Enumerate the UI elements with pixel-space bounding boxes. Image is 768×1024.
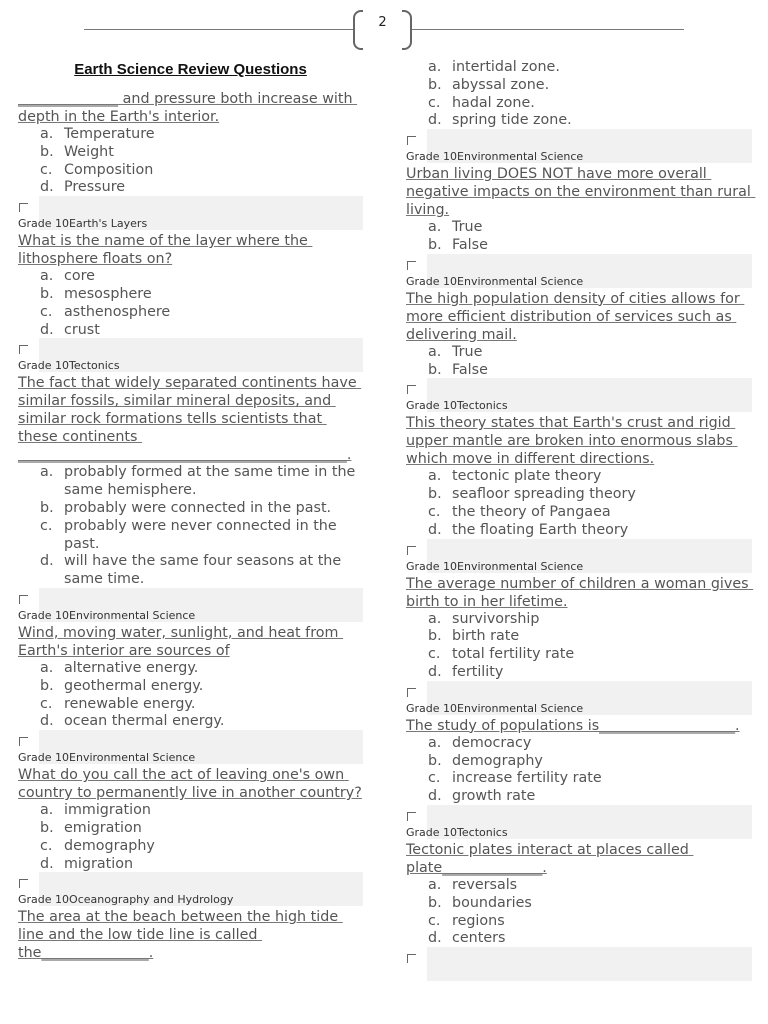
choice-text: boundaries xyxy=(452,894,532,911)
choice-item xyxy=(406,628,752,646)
answer-row xyxy=(406,258,752,274)
choice-item xyxy=(406,770,752,788)
choice-letter: b. xyxy=(40,143,54,160)
choice-letter: a. xyxy=(428,876,442,893)
choice-text: renewable energy. xyxy=(64,695,196,712)
choice-letter: b. xyxy=(428,628,442,645)
choice-list xyxy=(18,126,363,197)
answer-checkbox[interactable] xyxy=(19,203,28,212)
choice-list xyxy=(406,877,752,948)
answer-checkbox[interactable] xyxy=(407,385,416,394)
choice-item xyxy=(406,522,752,540)
choice-item xyxy=(406,611,752,629)
choice-letter: c. xyxy=(40,303,53,320)
answer-row xyxy=(406,685,752,701)
choice-letter: d. xyxy=(428,930,442,947)
choice-text: alternative energy. xyxy=(64,659,199,676)
question-block xyxy=(18,876,363,962)
choice-text: probably were never connected in the past. xyxy=(64,517,337,552)
choice-text: core xyxy=(64,268,95,285)
choice-item xyxy=(406,95,752,113)
question-tag: Grade 10Environmental Science xyxy=(406,701,584,715)
choice-letter: d. xyxy=(428,663,442,680)
choice-letter: b. xyxy=(428,361,442,378)
question-tag: Grade 10Tectonics xyxy=(18,359,120,373)
choice-text: increase fertility rate xyxy=(452,770,602,787)
choice-text: True xyxy=(452,219,483,236)
choice-letter: d. xyxy=(40,855,54,872)
choice-item xyxy=(18,838,363,856)
question-stem: Tectonic plates interact at places called plate______________. xyxy=(406,841,694,876)
answer-row xyxy=(18,342,363,358)
choice-item xyxy=(406,504,752,522)
choice-item xyxy=(406,59,752,77)
question-stem: The high population density of cities allows for more efficient distribution of services such as delivering mail. xyxy=(406,290,745,343)
question-stem: ______________ and pressure both increase with depth in the Earth's interior. xyxy=(18,91,358,125)
choice-letter: c. xyxy=(428,94,441,111)
header-rule-left xyxy=(84,29,354,30)
choice-letter: d. xyxy=(428,521,442,538)
answer-row xyxy=(406,543,752,559)
question-block xyxy=(406,59,752,130)
choice-letter: a. xyxy=(40,268,54,285)
choice-text: mesosphere xyxy=(64,285,152,302)
choice-text: the floating Earth theory xyxy=(452,521,629,538)
answer-row xyxy=(18,200,363,216)
answer-checkbox[interactable] xyxy=(407,546,416,555)
choice-letter: c. xyxy=(428,503,441,520)
choice-item xyxy=(406,930,752,948)
choice-text: birth rate xyxy=(452,628,520,645)
question-block xyxy=(18,734,363,873)
choice-item xyxy=(406,344,752,362)
question-block xyxy=(406,809,752,948)
answer-row xyxy=(406,809,752,825)
choice-text: seafloor spreading theory xyxy=(452,486,636,503)
choice-text: Composition xyxy=(64,161,154,178)
choice-letter: b. xyxy=(428,752,442,769)
choice-text: emigration xyxy=(64,819,142,836)
choice-item xyxy=(18,518,363,554)
choice-text: survivorship xyxy=(452,610,540,627)
answer-row xyxy=(18,876,363,892)
page-title: Earth Science Review Questions xyxy=(74,61,307,78)
choice-letter: a. xyxy=(40,464,54,481)
question-block xyxy=(406,382,752,539)
choice-text: regions xyxy=(452,912,505,929)
choice-item xyxy=(406,788,752,806)
choice-text: Temperature xyxy=(64,126,155,142)
question-stem: The average number of children a woman gives birth to in her lifetime. xyxy=(406,575,754,610)
choice-letter: a. xyxy=(428,468,442,485)
choice-letter: c. xyxy=(40,837,53,854)
choice-item xyxy=(18,322,363,340)
question-stem: What do you call the act of leaving one's own country to permanently live in another country? xyxy=(18,767,362,802)
choice-letter: c. xyxy=(40,517,53,534)
choice-text: probably formed at the same time in the same hemisphere. xyxy=(64,464,356,499)
question-tag: Grade 10Oceanography and Hydrology xyxy=(18,893,234,907)
question-block xyxy=(406,258,752,380)
choice-text: False xyxy=(452,361,488,378)
question-stem: Wind, moving water, sunlight, and heat from Earth's interior are sources of xyxy=(18,624,344,659)
choice-letter: d. xyxy=(40,321,54,338)
right-column xyxy=(406,59,756,967)
choice-item xyxy=(18,660,363,678)
choice-text: demography xyxy=(64,837,155,854)
question-block xyxy=(18,592,363,731)
choice-text: democracy xyxy=(452,734,532,751)
choice-item xyxy=(18,553,363,589)
choice-item xyxy=(18,713,363,731)
question-stem: Urban living DOES NOT have more overall negative impacts on the environment than rural living. xyxy=(406,166,756,219)
choice-list xyxy=(18,464,363,589)
choice-letter: c. xyxy=(40,161,53,178)
choice-text: reversals xyxy=(452,876,518,893)
choice-text: total fertility rate xyxy=(452,646,575,663)
answer-checkbox[interactable] xyxy=(407,261,416,270)
choice-text: geothermal energy. xyxy=(64,677,204,694)
question-stem: What is the name of the layer where the lithosphere floats on? xyxy=(18,233,313,268)
question-tag: Grade 10Environmental Science xyxy=(406,150,584,164)
choice-item xyxy=(18,856,363,874)
choice-text: immigration xyxy=(64,802,151,819)
header-rule-right xyxy=(412,29,684,30)
choice-list xyxy=(18,268,363,339)
answer-row xyxy=(406,951,752,967)
choice-letter: b. xyxy=(40,285,54,302)
choice-item xyxy=(406,362,752,380)
choice-letter: a. xyxy=(428,610,442,627)
choice-letter: a. xyxy=(40,126,54,142)
page-number: 2 xyxy=(378,15,387,30)
choice-item xyxy=(18,802,363,820)
choice-list xyxy=(406,611,752,682)
choice-item xyxy=(406,646,752,664)
choice-item xyxy=(18,464,363,500)
choice-text: migration xyxy=(64,855,133,872)
question-tag: Grade 10Tectonics xyxy=(406,399,508,413)
answer-checkbox[interactable] xyxy=(19,879,28,888)
question-tag: Grade 10Environmental Science xyxy=(406,274,584,288)
choice-list xyxy=(406,344,752,380)
answer-checkbox[interactable] xyxy=(19,345,28,354)
answer-checkbox[interactable] xyxy=(407,136,416,145)
question-block xyxy=(406,685,752,806)
question-block xyxy=(406,543,752,682)
choice-text: ocean thermal energy. xyxy=(64,713,225,730)
choice-item xyxy=(18,126,363,144)
choice-item xyxy=(18,500,363,518)
choice-text: False xyxy=(452,236,488,253)
choice-text: demography xyxy=(452,752,543,769)
choice-item xyxy=(406,735,752,753)
choice-letter: c. xyxy=(428,912,441,929)
choice-letter: a. xyxy=(428,734,442,751)
question-stem: The area at the beach between the high tide line and the low tide line is called the_______________. xyxy=(18,909,343,962)
choice-item xyxy=(18,268,363,286)
choice-text: True xyxy=(452,343,483,360)
choice-item xyxy=(18,696,363,714)
choice-letter: d. xyxy=(428,112,442,129)
choice-item xyxy=(406,895,752,913)
question-block xyxy=(18,200,363,339)
choice-text: asthenosphere xyxy=(64,303,171,320)
choice-item xyxy=(18,286,363,304)
choice-text: crust xyxy=(64,321,100,338)
choice-list xyxy=(406,59,752,130)
question-stem: The fact that widely separated continents have similar fossils, similar mineral deposits, and similar rock formations tells scientists that these continents ______________________________________________. xyxy=(18,375,362,464)
choice-item xyxy=(406,877,752,895)
choice-letter: b. xyxy=(40,677,54,694)
choice-letter: d. xyxy=(40,713,54,730)
choice-text: will have the same four seasons at the same time. xyxy=(64,553,342,588)
answer-row xyxy=(406,133,752,149)
choice-item xyxy=(406,753,752,771)
question-stem: The study of populations is___________________. xyxy=(406,717,740,734)
choice-item xyxy=(406,486,752,504)
choice-list xyxy=(406,468,752,539)
choice-letter: d. xyxy=(40,179,54,196)
choice-letter: c. xyxy=(428,646,441,663)
choice-text: spring tide zone. xyxy=(452,112,572,129)
question-stem: This theory states that Earth's crust and rigid upper mantle are broken into enormous slabs which move in different directions. xyxy=(406,415,738,468)
choice-letter: b. xyxy=(428,236,442,253)
choice-letter: c. xyxy=(40,695,53,712)
choice-letter: b. xyxy=(40,499,54,516)
choice-letter: d. xyxy=(40,553,54,570)
choice-text: growth rate xyxy=(452,788,536,805)
choice-item xyxy=(406,112,752,130)
choice-item xyxy=(18,179,363,197)
choice-item xyxy=(18,162,363,180)
answer-checkbox[interactable] xyxy=(407,954,416,963)
choice-item xyxy=(406,219,752,237)
choice-letter: a. xyxy=(40,659,54,676)
answer-row xyxy=(18,592,363,608)
answer-row xyxy=(18,734,363,750)
question-block xyxy=(18,90,363,197)
choice-item xyxy=(18,144,363,162)
choice-item xyxy=(406,468,752,486)
choice-letter: b. xyxy=(428,76,442,93)
choice-text: Pressure xyxy=(64,179,126,196)
choice-text: abyssal zone. xyxy=(452,76,550,93)
answer-checkbox[interactable] xyxy=(19,595,28,604)
choice-list xyxy=(406,219,752,255)
choice-letter: a. xyxy=(428,59,442,75)
question-tag: Grade 10Environmental Science xyxy=(18,608,196,622)
question-tag: Grade 10Tectonics xyxy=(406,825,508,839)
choice-letter: b. xyxy=(428,486,442,503)
choice-letter: c. xyxy=(428,770,441,787)
choice-list xyxy=(18,660,363,731)
choice-letter: a. xyxy=(428,343,442,360)
choice-text: Weight xyxy=(64,143,114,160)
answer-field[interactable] xyxy=(427,947,752,981)
question-tag: Grade 10Environmental Science xyxy=(18,751,196,765)
choice-item xyxy=(406,77,752,95)
left-column xyxy=(18,60,363,962)
question-tag: Grade 10Environmental Science xyxy=(406,559,584,573)
choice-text: the theory of Pangaea xyxy=(452,503,611,520)
answer-row xyxy=(406,382,752,398)
choice-item xyxy=(18,820,363,838)
answer-checkbox[interactable] xyxy=(19,737,28,746)
choice-item xyxy=(406,237,752,255)
choice-text: fertility xyxy=(452,663,504,680)
choice-item xyxy=(406,913,752,931)
choice-list xyxy=(18,802,363,873)
choice-text: intertidal zone. xyxy=(452,59,560,75)
choice-letter: a. xyxy=(428,219,442,236)
page-number-badge xyxy=(353,10,412,48)
choice-item xyxy=(18,304,363,322)
question-block xyxy=(406,133,756,255)
answer-checkbox[interactable] xyxy=(407,688,416,697)
choice-letter: b. xyxy=(40,819,54,836)
choice-item xyxy=(406,664,752,682)
choice-text: hadal zone. xyxy=(452,94,535,111)
choice-text: probably were connected in the past. xyxy=(64,499,332,516)
right-question-list xyxy=(406,59,756,967)
choice-letter: a. xyxy=(40,802,54,819)
answer-checkbox[interactable] xyxy=(407,812,416,821)
choice-letter: d. xyxy=(428,788,442,805)
left-question-list xyxy=(18,90,363,962)
choice-item xyxy=(18,678,363,696)
choice-text: tectonic plate theory xyxy=(452,468,602,485)
choice-letter: b. xyxy=(428,894,442,911)
question-block xyxy=(18,342,363,589)
choice-list xyxy=(406,735,752,806)
question-tag: Grade 10Earth's Layers xyxy=(18,217,148,231)
choice-text: centers xyxy=(452,930,506,947)
